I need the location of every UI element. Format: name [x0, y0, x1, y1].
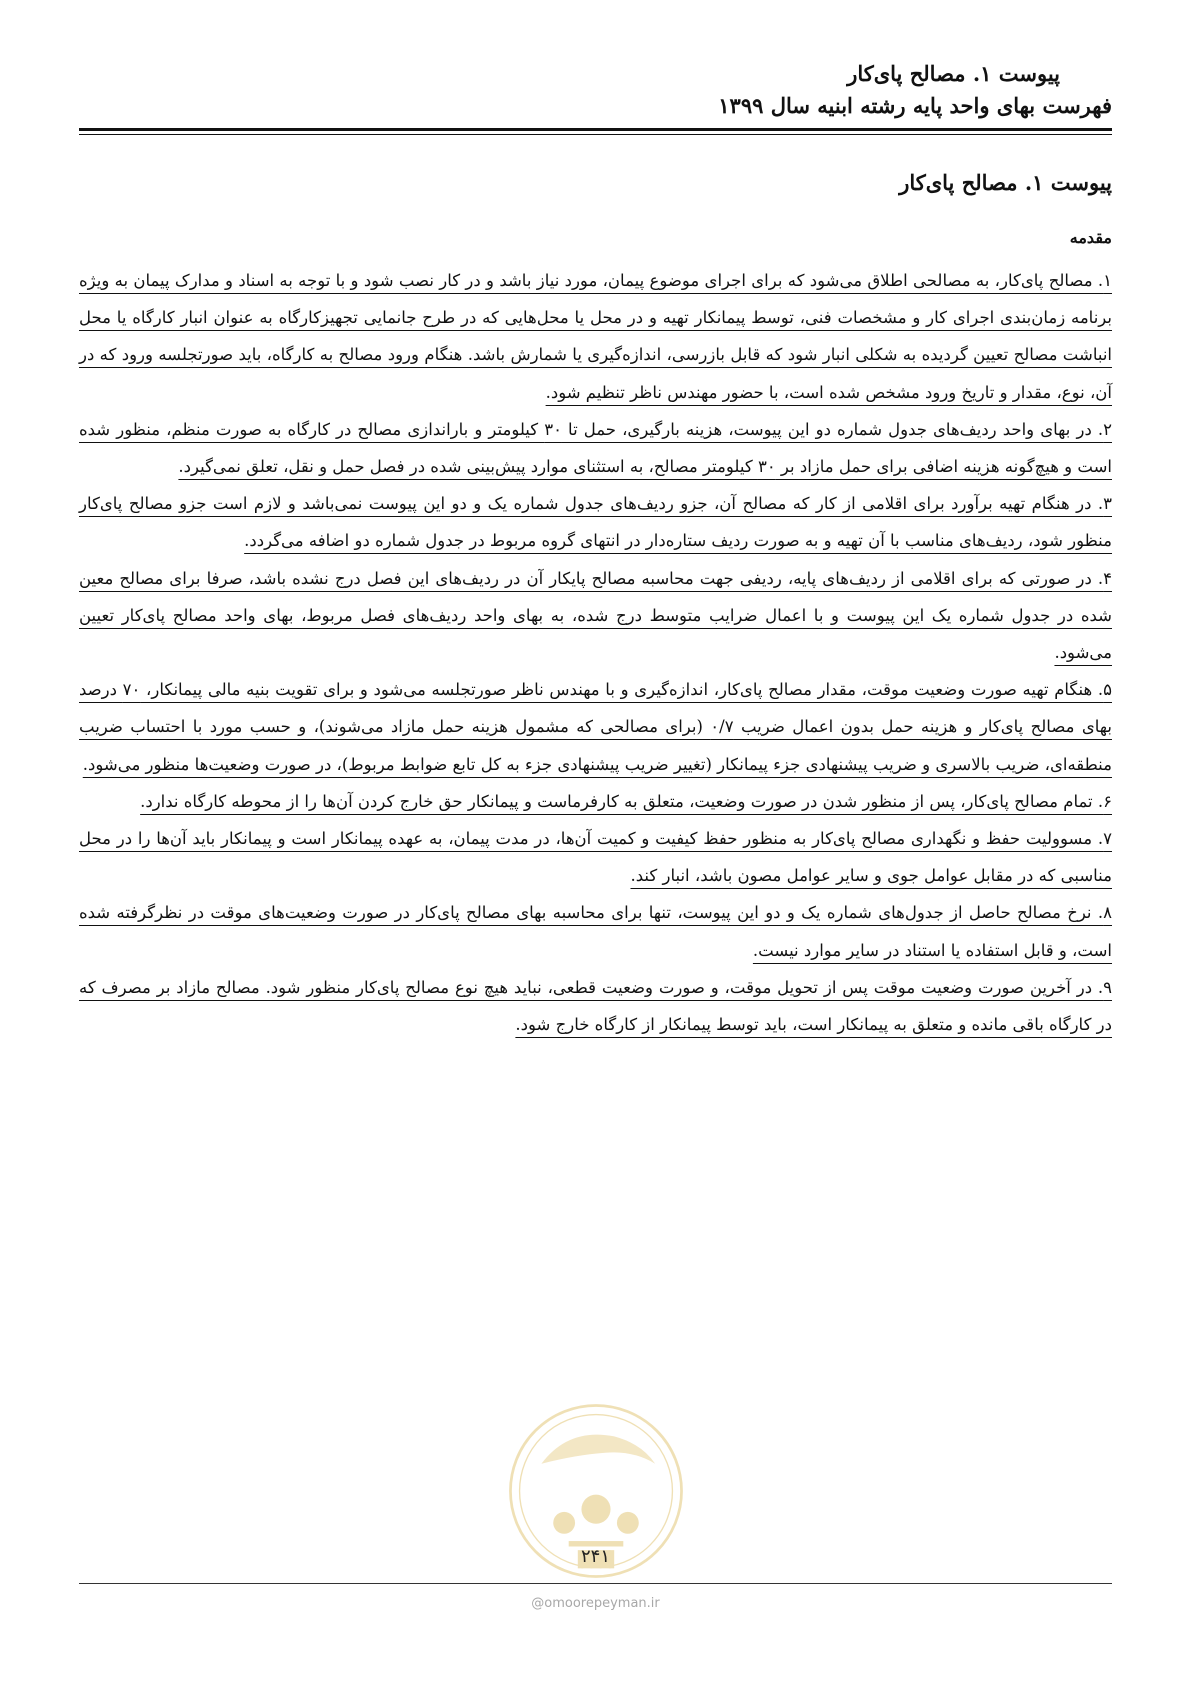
paragraph	[79, 969, 1112, 1043]
paragraph-text: ۳. در هنگام تهیه برآورد برای اقلامی از کار که مصالح آن، جزو ردیف‌های جدول شماره یک و دو این پیوست نمی‌باشد و لازم است جزو مصالح پای‌کار منظور شود، ردیف‌های مناسب با آن تهیه و به صورت ردیف ستاره‌دار در انتهای گروه مربوط در جدول شماره دو اضافه می‌گردد.	[79, 494, 1112, 551]
paragraph	[79, 894, 1112, 968]
running-header	[79, 58, 1112, 122]
paragraph	[79, 671, 1112, 783]
paragraph-text: ۷. مسوولیت حفظ و نگهداری مصالح پای‌کار به منظور حفظ کیفیت و کمیت آن‌ها، در مدت پیمان، به عهده پیمانکار است و پیمانکار باید آن‌ها را در محل مناسبی که در مقابل عوامل جوی و سایر عوامل مصون باشد، انبار کند.	[79, 829, 1112, 886]
paragraph	[79, 560, 1112, 672]
paragraph	[79, 820, 1112, 894]
footer-rule	[79, 1583, 1112, 1584]
paragraph-text: ۵. هنگام تهیه صورت وضعیت موقت، مقدار مصالح پای‌کار، اندازه‌گیری و با مهندس ناظر صورتجلسه می‌شود و برای تقویت بنیه مالی پیمانکار، ۷۰ درصد بهای مصالح پای‌کار و هزینه حمل بدون اعمال ضریب ۰/۷ (برای مصالحی که مشمول هزینه حمل مازاد می‌شوند)، و حسب مورد با احتساب ضریب منطقه‌ای، ضریب بالاسری و ضریب پیشنهادی جزء پیمانکار (تغییر ضریب پیشنهادی جزء به کل تابع ضوابط مربوط)، در صورت وضعیت‌ها منظور می‌شود.	[79, 680, 1112, 774]
header-rule-thick	[79, 128, 1112, 131]
header-appendix-title: پیوست ۱. مصالح پای‌کار	[847, 61, 1060, 86]
page-number: ۲۴۱	[580, 1546, 610, 1567]
paragraph-text: ۶. تمام مصالح پای‌کار، پس از منظور شدن در صورت وضعیت، متعلق به کارفرماست و پیمانکار حق خارج کردن آن‌ها را از محوطه کارگاه ندارد.	[140, 791, 1112, 811]
paragraph-text: ۴. در صورتی که برای اقلامی از ردیف‌های پایه، ردیفی جهت محاسبه مصالح پایکار آن در ردیف‌های این فصل درج نشده باشد، صرفا برای مصالح معین شده در جدول شماره یک این پیوست و با اعمال ضرایب متوسط درج شده، به بهای واحد ردیف‌های فصل مربوط، بهای واحد مصالح پای‌کار تعیین می‌شود.	[79, 568, 1112, 663]
intro-heading: مقدمه	[1069, 228, 1112, 247]
paragraph-text: ۸. نرخ مصالح حاصل از جدول‌های شماره یک و دو این پیوست، تنها برای محاسبه بهای مصالح پای‌کار در صورت وضعیت‌های موقت در نظرگرفته شده است، و قابل استفاده یا استناد در سایر موارد نیست.	[79, 903, 1112, 960]
body-text	[79, 262, 1112, 1043]
watermark-url: @omoorepeyman.ir	[531, 1596, 660, 1611]
header-book-title: فهرست بهای واحد پایه رشته ابنیه سال ۱۳۹۹	[718, 93, 1112, 118]
paragraph	[79, 411, 1112, 485]
paragraph-text: ۲. در بهای واحد ردیف‌های جدول شماره دو این پیوست، هزینه بارگیری، حمل تا ۳۰ کیلومتر و باراندازی مصالح در کارگاه به صورت منظم، منظور شده است و هیچ‌گونه هزینه اضافی برای حمل مازاد بر ۳۰ کیلومتر مصالح، به استثنای موارد پیش‌بینی شده در فصل حمل و نقل، تعلق نمی‌گیرد.	[79, 419, 1112, 477]
section-title: پیوست ۱. مصالح پای‌کار	[899, 170, 1112, 195]
paragraph-text: ۹. در آخرین صورت وضعیت موقت پس از تحویل موقت، و صورت وضعیت قطعی، نباید هیچ نوع مصالح پای‌کار منظور شود. مصالح مازاد بر مصرف که در کارگاه باقی مانده و متعلق به پیمانکار است، باید توسط پیمانکار از کارگاه خارج شود.	[79, 977, 1112, 1035]
paragraph	[79, 262, 1112, 411]
paragraph-text: ۱. مصالح پای‌کار، به مصالحی اطلاق می‌شود که برای اجرای موضوع پیمان، مورد نیاز باشد و در کار نصب شود و با توجه به اسناد و مدارک پیمان به ویژه برنامه زمان‌بندی اجرای کار و مشخصات فنی، توسط پیمانکار تهیه و در محل یا محل‌هایی که در طرح جانمایی تجهیزکارگاه به عنوان انبار کارگاه یا محل انباشت مصالح تعیین گردیده به شکلی انبار شود که قابل بازرسی، اندازه‌گیری یا شمارش باشد. هنگام ورود مصالح به کارگاه، باید صورتجلسه ورود که در آن، نوع، مقدار و تاریخ ورود مشخص شده است، با حضور مهندس ناظر تنظیم شود.	[79, 271, 1112, 402]
header-rule-thin	[79, 134, 1112, 135]
paragraph	[79, 783, 1112, 820]
paragraph	[79, 485, 1112, 559]
